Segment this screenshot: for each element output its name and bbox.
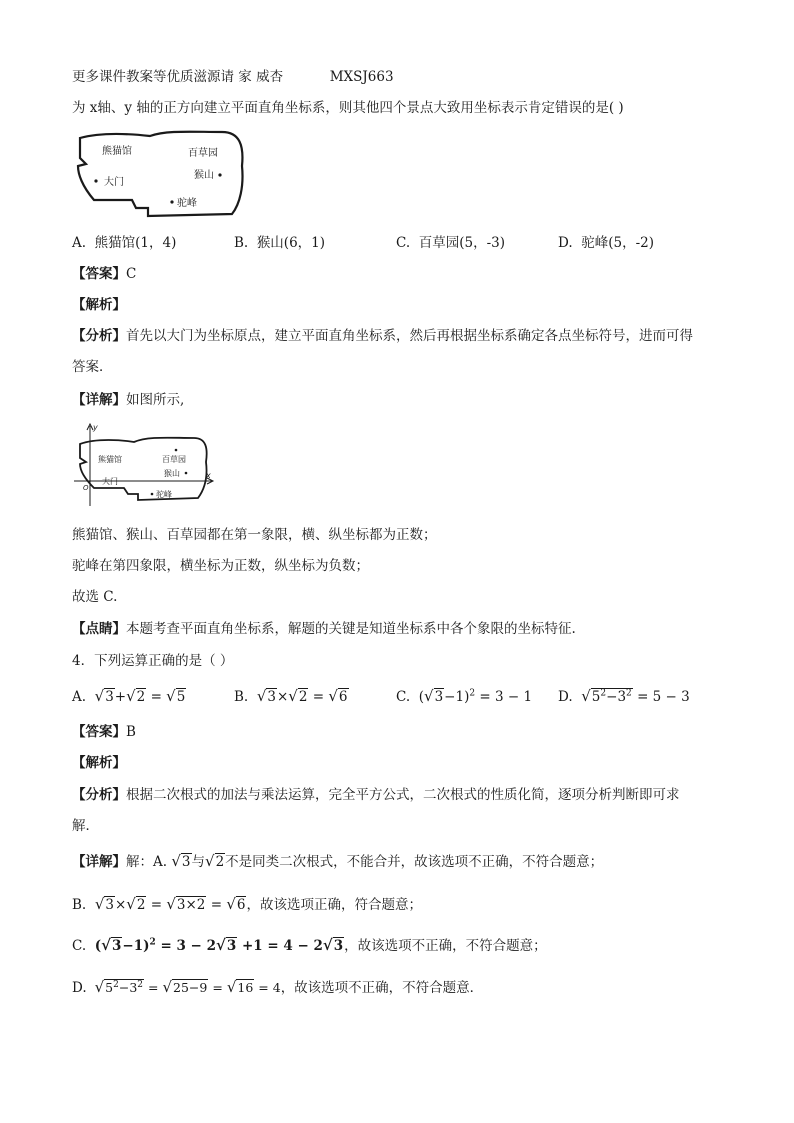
q3-fenxi-tag: 【分析】 [72, 328, 126, 344]
y-axis-label: y [93, 423, 98, 432]
q3-comment-tag: 【点睛】 [72, 621, 126, 637]
map-label-camel: 驼峰 [177, 198, 197, 209]
q4-d-exp2: 2 [626, 688, 632, 699]
q4-detail-d-e1: 2 [113, 979, 119, 990]
q4-detail-b-r1: 3 [105, 897, 114, 913]
q4-a-op: + [114, 689, 127, 705]
q4-b-radicand-2: 2 [298, 689, 308, 705]
q4-d-minus: − [606, 689, 618, 705]
q4-detail-c-mid: −1) [122, 938, 150, 954]
q3-fenxi-line2: 答案． [72, 359, 113, 375]
q4-detail-b-eq1: = [150, 897, 163, 913]
q4-detail-d-eq3: = 4 [258, 980, 281, 995]
q3-option-d-letter: D. [558, 235, 573, 251]
q4-detail-d: D. $√5^2-3^2 = √25-9 = √16 = 4$，故该选项不正确，不符合题意． [72, 978, 484, 996]
q4-b-op: × [276, 689, 289, 705]
q4-detail-c-r2: 3 [226, 938, 237, 954]
q4-option-b: B. √3×√2 = √6 [234, 687, 348, 705]
q3-option-b-text: 猴山(6，1) [256, 235, 326, 251]
q4-option-d-letter: D. [558, 689, 573, 705]
fig2-label-panda: 熊猫馆 [98, 455, 122, 464]
map-outline [78, 132, 243, 216]
q3-option-c [396, 233, 505, 253]
fig2-label-gate: 大门 [102, 477, 118, 486]
q4-fenxi-tag: 【分析】 [72, 787, 126, 803]
q4-option-c-letter: C. [396, 689, 411, 705]
q3-option-c-text: 百草园(5，-3) [418, 235, 506, 251]
q3-fenxi-text1: 首先以大门为坐标原点，建立平面直角坐标系，然后再根据坐标系确定各点坐标符号，进而可得 [126, 328, 693, 344]
q4-detail-d-eq1: = [148, 980, 159, 995]
q3-option-b [234, 233, 325, 253]
q4-c-rhs: = 3 − 1 [479, 689, 533, 705]
q4-detail-d-post: ，故该选项不正确，不符合题意． [280, 980, 484, 996]
q3-analysis-label: 【解析】 [72, 297, 126, 313]
q4-option-d: D. $√5^2-3^2 = 5 - 3$ [558, 687, 690, 705]
q4-detail-d-minus: − [118, 980, 130, 995]
q4-detail-c-rhs2: +1 = 4 − 2 [241, 938, 323, 954]
q4-detail-c: C. $(√3-1)^2 = 3 - 2√3 +1 = 4 - 2√3$，故该选项不正确，不符合题意； [72, 936, 547, 954]
fig2-point-monkey [185, 472, 188, 475]
q4-analysis-tag [72, 753, 126, 773]
q4-detail-c-r1: 3 [111, 938, 122, 954]
q3-detail-line2: 驼峰在第四象限，横坐标为正数，纵坐标为负数； [72, 558, 369, 574]
q4-detail-c-exp: 2 [149, 937, 156, 948]
q4-stem: 4．下列运算正确的是（ ） [72, 653, 234, 669]
q4-option-a: A. √3+√2 = √5 [72, 687, 186, 705]
fig2-label-camel: 驼峰 [156, 490, 172, 499]
q3-option-d [558, 233, 654, 253]
q4-d-exp1: 2 [600, 688, 607, 699]
q4-detail-b-r3: 3×2 [176, 897, 206, 913]
q4-fenxi-line2: 解． [72, 818, 99, 834]
q4-d-base2: 3 [617, 689, 627, 705]
q4-b-eq: = [312, 689, 325, 705]
map-point-monkey [218, 173, 221, 176]
q4-fenxi-line1 [72, 785, 680, 805]
q3-option-a-text: 熊猫馆(1，4) [94, 235, 177, 251]
map-point-camel [170, 200, 173, 203]
map-label-monkey: 猴山 [194, 170, 214, 181]
fig2-label-monkey: 猴山 [164, 469, 180, 478]
q4-a-radicand-2: 2 [136, 689, 146, 705]
q4-answer-value: B [126, 724, 136, 740]
q4-detail-c-rhs1: = 3 − 2 [160, 938, 216, 954]
q4-detail-a-mid: 与 [191, 854, 205, 870]
q3-answer-tag: 【答案】 [72, 266, 126, 282]
q4-c-mid: −1) [444, 689, 470, 705]
q4-c-exp: 2 [469, 688, 476, 699]
fig2-point-camel [151, 493, 154, 496]
q4-detail-c-letter: C. [72, 938, 87, 954]
x-axis-label: x [206, 471, 211, 480]
map-point-gate [94, 179, 97, 182]
q4-detail-b-r2: 2 [136, 897, 146, 913]
q4-detail-d-letter: D. [72, 980, 87, 996]
q3-answer [72, 264, 136, 284]
q3-stem: 为 x轴、y 轴的正方向建立平面直角坐标系，则其他四个景点大致用坐标表示肯定错误的是( ) [72, 100, 624, 116]
q4-detail-a-pre: 解：A. [126, 854, 168, 870]
q3-detail-tag: 【详解】 [72, 392, 126, 408]
header-line [72, 67, 394, 87]
q4-detail-d-eq2: = [212, 980, 223, 995]
q4-detail-b-op: × [114, 897, 127, 913]
q3-map-figure [72, 126, 248, 222]
q3-analysis-tag [72, 295, 126, 315]
q4-option-c: C. $(√3-1)^2 = 3 - 1$ [396, 687, 533, 705]
map-label-garden: 百草园 [188, 148, 218, 159]
q4-detail-b-post: ，故该选项正确，符合题意； [246, 897, 422, 913]
q3-detail-intro-text: 如图所示, [126, 392, 185, 408]
q3-option-a [72, 233, 176, 253]
q4-b-radicand-1: 3 [267, 689, 276, 705]
q4-detail-c-lp: ( [94, 938, 102, 954]
q3-option-b-letter: B. [234, 235, 249, 251]
q4-a-eq: = [150, 689, 162, 705]
q4-detail-d-e2: 2 [137, 979, 144, 990]
header-code: MXSJ663 [329, 69, 394, 85]
q4-detail-b-letter: B. [72, 897, 87, 913]
q4-detail-d-r3: 16 [237, 980, 254, 995]
map-label-panda: 熊猫馆 [102, 146, 132, 157]
q4-a-radicand-1: 3 [105, 689, 114, 705]
q4-d-base1: 5 [591, 689, 601, 705]
q3-comment-text: 本题考查平面直角坐标系，解题的关键是知道坐标系中各个象限的坐标特征. [126, 621, 576, 637]
q4-option-a-letter: A. [72, 689, 87, 705]
q4-answer [72, 722, 136, 742]
q4-detail-a: 【详解】解：A. √3与√2不是同类二次根式，不能合并，故该选项不正确，不符合题意； [72, 852, 604, 870]
q4-detail-d-base2: 3 [129, 980, 138, 995]
q4-detail-c-post: ，故该选项不正确，不符合题意； [344, 938, 547, 954]
q4-detail-tag: 【详解】 [72, 854, 126, 870]
q4-b-radicand-3: 6 [338, 689, 348, 705]
map-label-gate: 大门 [104, 177, 124, 188]
fig2-label-garden: 百草园 [162, 455, 186, 464]
q4-detail-d-r2: 25−9 [173, 980, 208, 995]
q4-detail-a-r2: 2 [215, 854, 225, 870]
q4-d-rhs: = 5 − 3 [637, 689, 690, 705]
fig2-point-garden [175, 449, 178, 452]
q3-option-a-letter: A. [72, 235, 87, 251]
q4-c-lparen: ( [418, 689, 425, 705]
q4-analysis-label: 【解析】 [72, 755, 126, 771]
q4-detail-a-r1: 3 [181, 854, 191, 870]
q4-detail-b: B. √3×√2 = √3×2 = √6，故该选项正确，符合题意； [72, 895, 422, 913]
q4-answer-tag: 【答案】 [72, 724, 126, 740]
q3-detail-line3: 故选 C. [72, 589, 118, 605]
q3-option-d-text: 驼峰(5，-2) [581, 235, 655, 251]
q4-fenxi-text1: 根据二次根式的加法与乘法运算，完全平方公式，二次根式的性质化简，逐项分析判断即可求 [126, 787, 680, 803]
q4-c-radicand: 3 [434, 689, 444, 705]
q3-fenxi-line1 [72, 326, 693, 346]
q3-axes-figure [72, 420, 220, 512]
q3-comment [72, 619, 576, 639]
q4-detail-b-eq2: = [210, 897, 223, 913]
q3-detail-line1: 熊猫馆、猴山、百草园都在第一象限，横、纵坐标都为正数； [72, 527, 437, 543]
q3-answer-value: C [126, 266, 137, 282]
q3-option-c-letter: C. [396, 235, 411, 251]
q4-a-radicand-3: 5 [176, 689, 186, 705]
q4-detail-b-r4: 6 [236, 897, 246, 913]
q3-detail-intro [72, 390, 184, 410]
q4-detail-d-base1: 5 [105, 980, 114, 995]
q4-option-b-letter: B. [234, 689, 249, 705]
q4-detail-c-r3: 3 [333, 938, 344, 954]
q4-detail-a-post: 不是同类二次根式，不能合并，故该选项不正确，不符合题意； [225, 854, 604, 870]
map-outline-2 [80, 438, 207, 500]
origin-label: O [83, 484, 89, 492]
header-promo: 更多课件教案等优质滋源请 家 威杏 [72, 69, 284, 85]
